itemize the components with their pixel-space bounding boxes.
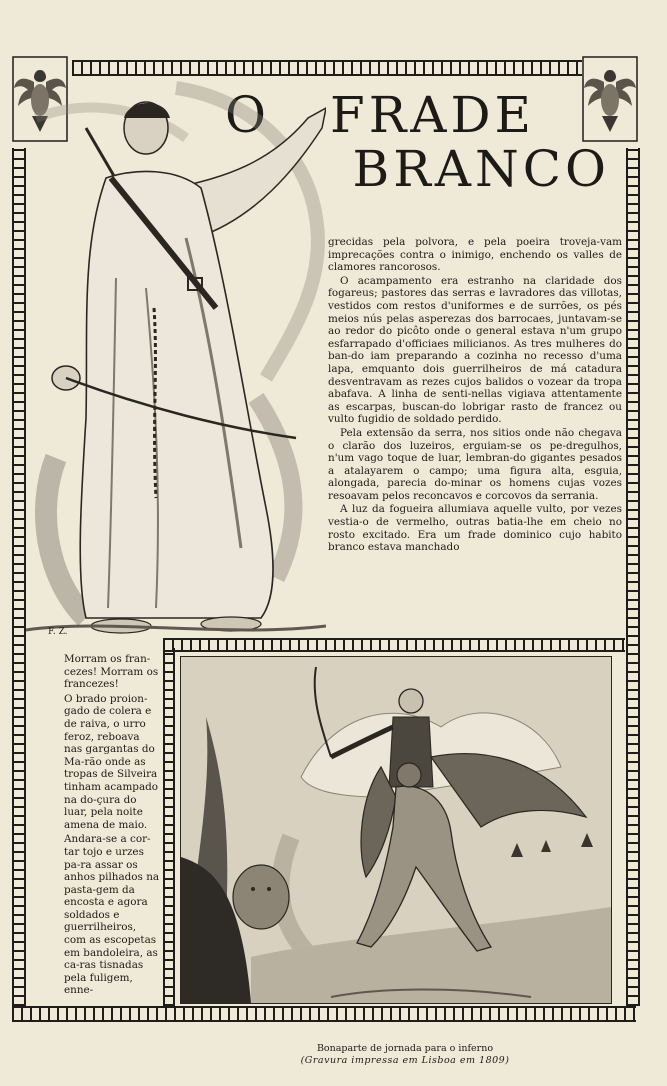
border-top [72,60,582,76]
caption-line-1: Bonaparte de jornada para o inferno [316,1043,494,1054]
left-paragraph-1: Morram os fran-cezes! Morram os francezes! [64,653,159,691]
right-paragraph-2: O acampamento era estranho na claridade dos fogareus; pastores das serras e lavradores das villotas, vestidos com restos d'uniformes e de surrões, os pés meios nús pelas asperezas dos barrocaes, juntavam-se ao redor do picôto onde o general estava n'um grupo esfarrapado d'officiaes milicianos. As tres mulheres do ban-do iam preparando a cozinha no recesso d'uma lapa, emquanto dois guerrilheiros de má catadura desventravam as rezes cujos balidos o vozear da tropa abafava. A linha de senti-nellas vigiava attentamente as escarpas, buscan-do lobrigar rasto de francez ou vulto fugidio de soldado perdido. [328,274,622,426]
bonaparte-engraving [180,656,612,1004]
left-column-text [64,653,160,999]
title-line-2: BRANCO [352,140,610,198]
right-paragraph-4: A luz da fogueira allumiava aquelle vulto, por vezes vestia-o de vermelho, outras batia-lhe em cheio no rosto excitado. Era um frade dominico cujo habito branco estava manchado [328,503,622,554]
title-word-frade: FRADE [330,86,536,144]
border-right [626,148,640,1006]
border-bottom [12,1006,636,1022]
right-paragraph-1: grecidas pela polvora, e pela poeira troveja-vam imprecações contra o inimigo, enchendo os valles de clamores rancorosos. [328,236,622,274]
border-left [12,148,26,1006]
artist-signature: F. Z. [48,627,68,637]
right-paragraph-3: Pela extensão da serra, nos sitios onde não chegava o clarão dos luzeiros, erguiam-se os pe-dregulhos, n'um vago toque de luar, lembran-do gigantes pesados a atalayarem o campo; uma figura alta, esguia, alongada, parecia do-minar os homens cujas vozes resoavam pelos reconcavos e corcovos da serrania. [328,426,622,502]
left-paragraph-2: O brado proion-gado de colera e de raiva, o urro feroz, reboava nas gargantas do Ma-rão onde as tropas de Silveira tinham acampado na do-çura do luar, pela noite amena de maio. [64,692,159,831]
left-paragraph-3: Andara-se a cor-tar tojo e urzes pa-ra assar os anhos pilhados na pasta-gem da encosta e agora soldados e guerrilheiros, com as escopetas em bandoleira, as ca-ras tisnadas pela fuligem, enne- [64,833,160,997]
title-word-o: O [225,86,270,144]
engraving-caption [180,1043,630,1067]
caption-line-2: (Gravura impressa em Lisboa em 1809) [300,1055,510,1066]
engraving-border-top [163,638,625,652]
right-column-text [328,236,622,555]
engraving-border-left [163,648,175,1006]
friar-illustration [26,78,326,638]
